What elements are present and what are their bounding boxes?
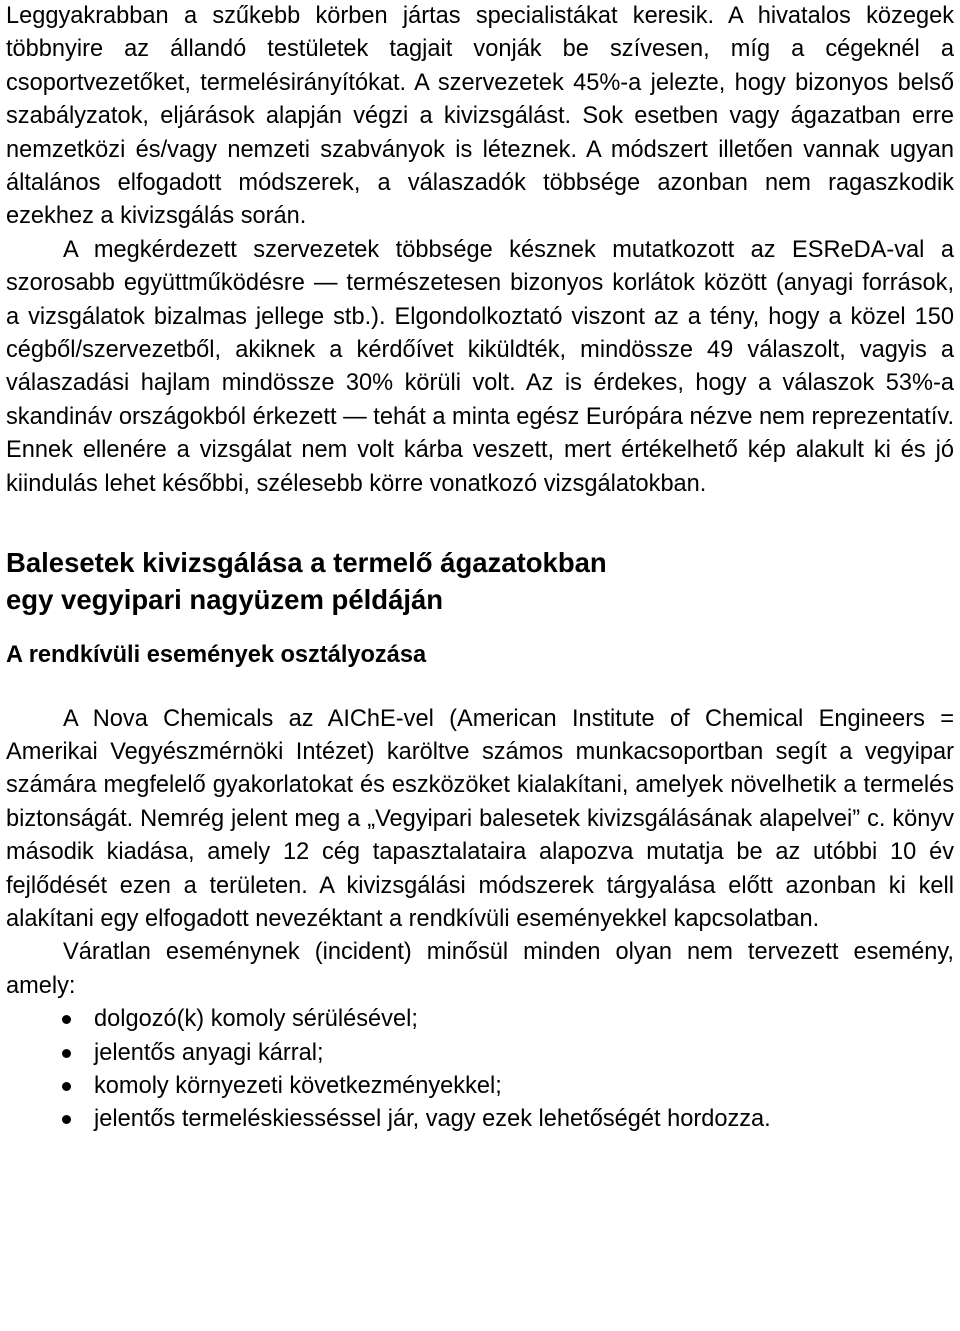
spacer [6, 501, 954, 544]
list-item [6, 1070, 954, 1103]
document-page [6, 0, 954, 1137]
list-item [6, 1037, 954, 1070]
bullet-icon [62, 1049, 71, 1058]
bullet-icon [62, 1115, 71, 1124]
list-item-text: jelentős termeléskiesséssel jár, vagy ezek lehetőségét hordozza. [94, 1106, 771, 1133]
list-item [6, 1003, 954, 1036]
paragraph-2: A megkérdezett szervezetek többsége késznek mutatkozott az ESReDA-val a szorosabb együttműködésre — természetesen bizonyos korlátok között (anyagi források, a vizsgálatok bizalmas jellege stb.). Elgondolkoztató viszont az a tény, hogy a közel 150 cégből/szervezetből, akiknek a kérdőívet kiküldték, mindössze 49 válaszolt, vagyis a válaszadási hajlam mindössze 30% körüli volt. Az is érdekes, hogy a válaszok 53%-a skandináv országokból érkezett — tehát a minta egész Európára nézve nem reprezentatív. Ennek ellenére a vizsgálat nem volt kárba veszett, mert értékelhető kép alakult ki és jó kiindulás lehet későbbi, szélesebb körre vonatkozó vizsgálatokban. [6, 236, 954, 497]
section-heading-line-1: Balesetek kivizsgálása a termelő ágazatokban [6, 547, 607, 579]
bullet-icon [62, 1015, 71, 1024]
bullet-icon [62, 1082, 71, 1091]
section-heading [6, 544, 954, 618]
spacer [6, 673, 954, 703]
paragraph-3: A Nova Chemicals az AIChE-vel (American Institute of Chemical Engineers = Amerikai Vegyészmérnöki Intézet) karöltve számos munkacsoportban segít a vegyipar számára megfelelő gyakorlatokat és eszközöket kialakítani, amelyek növelhetik a termelés biztonságát. Nemrég jelent meg a „Vegyipari balesetek kivizsgálásának alapelvei” c. könyv második kiadása, amely 12 cég tapasztalataira alapozva mutatja be az utóbbi 10 év fejlődését ezen a területen. A kivizsgálási módszerek tárgyalása előtt azonban ki kell alakítani egy elfogadott nevezéktant a rendkívüli eseményekkel kapcsolatban. [6, 705, 954, 932]
list-item-text: komoly környezeti következményekkel; [94, 1072, 502, 1099]
list-item-text: dolgozó(k) komoly sérülésével; [94, 1006, 418, 1033]
paragraph-1: Leggyakrabban a szűkebb körben jártas specialistákat keresik. A hivatalos közegek többnyire az állandó testületek tagjait vonják be szívesen, míg a cégeknél a csoportvezetőket, termelésirányítókat. A szervezetek 45%-a jelezte, hogy bizonyos belső szabályzatok, eljárások alapján végzi a kivizsgálást. Sok esetben vagy ágazatban erre nemzetközi és/vagy nemzeti szabványok is léteznek. A módszert illetően vannak ugyan általános elfogadott módszerek, a válaszadók többsége azonban nem ragaszkodik ezekhez a kivizsgálás során. [6, 3, 954, 230]
paragraph-4: Váratlan eseménynek (incident) minősül minden olyan nem tervezett esemény, amely: [6, 939, 954, 999]
subsection-heading: A rendkívüli események osztályozása [6, 642, 427, 669]
spacer [6, 618, 954, 639]
section-heading-line-2: egy vegyipari nagyüzem példáján [6, 584, 444, 616]
bullet-list [6, 1003, 954, 1137]
list-item-text: jelentős anyagi kárral; [94, 1039, 324, 1066]
list-item [6, 1103, 954, 1136]
